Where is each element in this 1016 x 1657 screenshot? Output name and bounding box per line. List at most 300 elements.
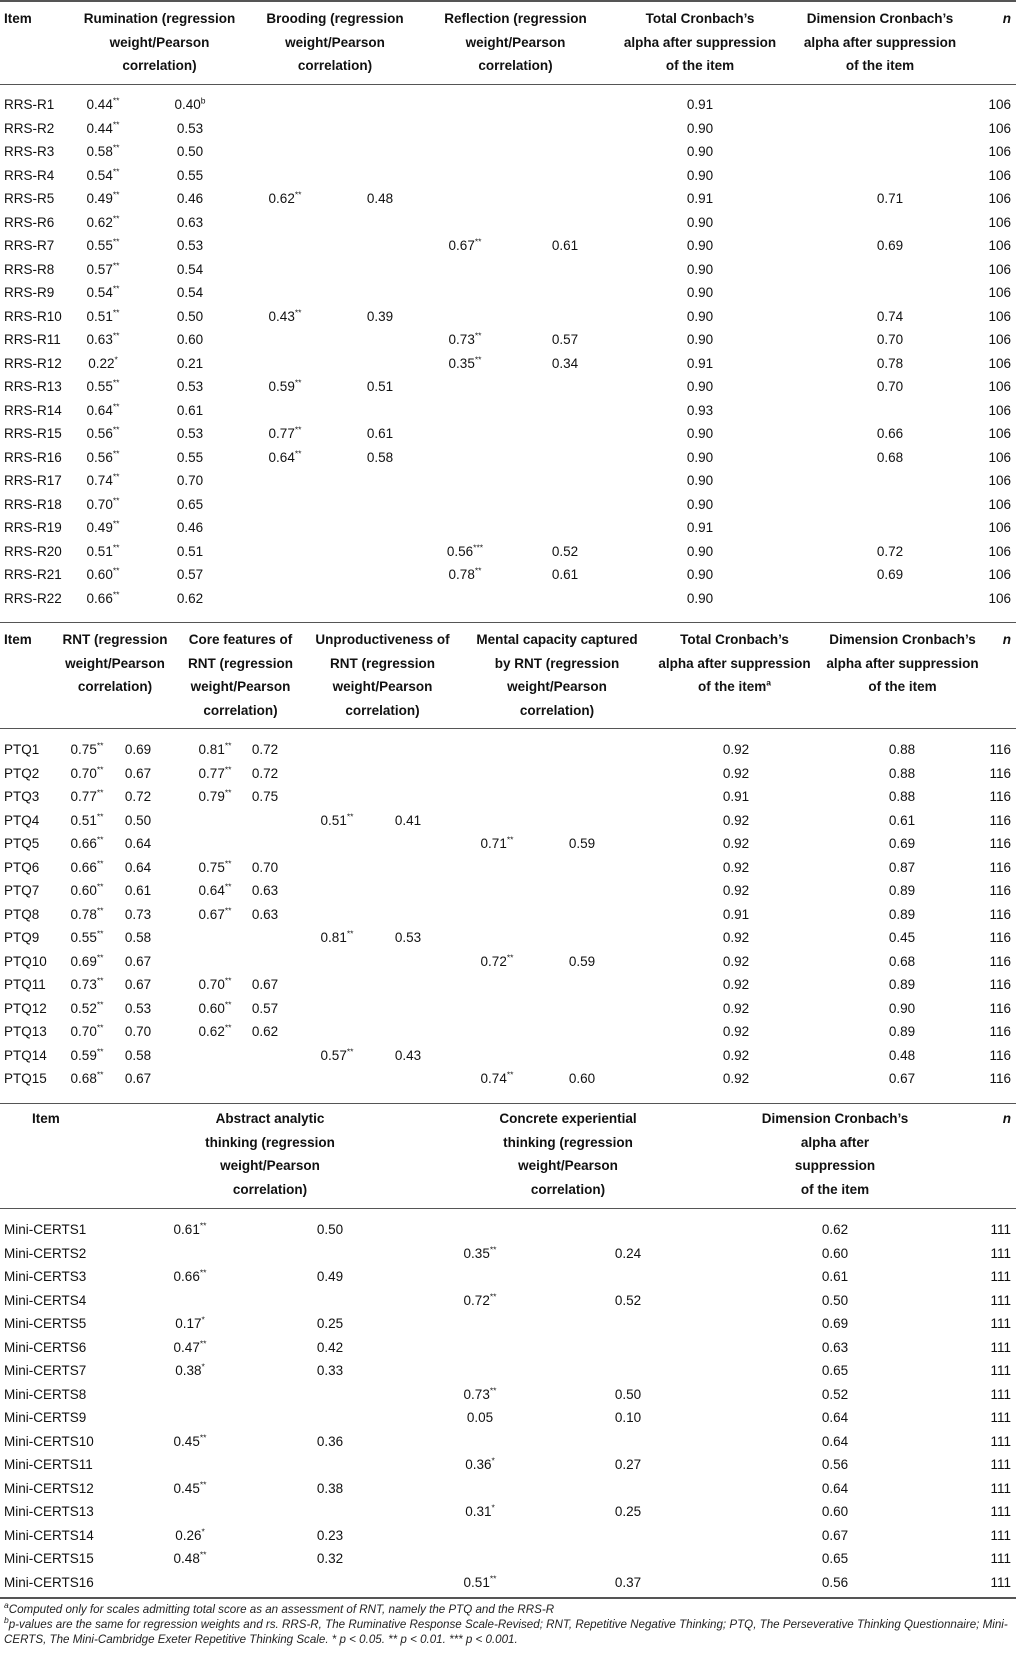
- unproductiveness-weight: [302, 813, 372, 829]
- rumination-weight: [68, 97, 138, 113]
- table2-header-rnt-line: RNT (regression: [62, 632, 168, 647]
- concrete-r-value: 0.10: [614, 1410, 642, 1425]
- dimension-alpha-value: 0.71: [876, 191, 904, 206]
- table-row-item: PTQ6: [4, 859, 40, 875]
- rumination-r-value: 0.53: [176, 120, 204, 136]
- sample-n-value: 106: [988, 355, 1011, 371]
- significance-marker: **: [96, 1069, 104, 1080]
- total-alpha-value: 0.90: [686, 261, 714, 277]
- unproductiveness-r-value: 0.53: [394, 930, 422, 945]
- significance-marker: **: [489, 1385, 497, 1395]
- sample-n-value: 106: [988, 144, 1011, 159]
- significance-marker: **: [96, 811, 104, 821]
- table1-header-total-alpha-line: of the item: [665, 58, 735, 73]
- table1-header-item: [4, 7, 64, 31]
- significance-marker: **: [199, 1432, 207, 1442]
- table1-header-rumination-line: correlation): [122, 58, 197, 73]
- table-row-item: RRS-R13: [4, 379, 62, 394]
- rumination-weight: [68, 591, 138, 607]
- dimension-alpha-value: 0.64: [821, 1433, 849, 1449]
- sample-n: [960, 1001, 1011, 1017]
- significance-marker: **: [489, 1291, 497, 1301]
- sample-n-value: 111: [990, 1574, 1011, 1590]
- significance-marker: **: [224, 858, 232, 868]
- sample-n: [960, 1387, 1011, 1403]
- total-alpha-value: 0.90: [686, 379, 714, 394]
- total-alpha-value: 0.90: [686, 285, 714, 300]
- sample-n: [960, 332, 1011, 348]
- dimension-alpha-value: 0.78: [876, 355, 904, 371]
- sample-n: [960, 930, 1011, 946]
- mental-capacity-r-value: 0.59: [568, 953, 596, 969]
- sample-n-value: 106: [988, 238, 1011, 253]
- table-row-item: RRS-R22: [4, 590, 62, 606]
- total-alpha: [706, 907, 766, 923]
- significance-marker: **: [96, 881, 104, 892]
- dimension-alpha-value: 0.48: [888, 1047, 916, 1063]
- dimension-alpha-value: 0.56: [821, 1457, 849, 1472]
- significance-marker: **: [474, 354, 482, 364]
- sample-n: [960, 262, 1011, 278]
- sample-n: [960, 954, 1011, 970]
- table3-header-abstract-line: thinking (regression: [205, 1134, 335, 1150]
- dimension-alpha: [860, 191, 920, 207]
- significance-marker: **: [224, 975, 232, 986]
- rumination-r-value: 0.50: [176, 144, 204, 159]
- core-r: [235, 1024, 295, 1040]
- rnt-r: [108, 789, 168, 805]
- table1-header-item-line: Item: [4, 11, 32, 26]
- core-r-value: 0.75: [251, 789, 279, 804]
- concrete-r: [598, 1410, 658, 1426]
- sample-n-value: 116: [989, 906, 1011, 922]
- sample-n: [960, 144, 1011, 160]
- table-row-item: PTQ3: [4, 789, 40, 804]
- sample-n-value: 106: [988, 261, 1011, 277]
- sample-n: [960, 238, 1011, 254]
- total-alpha: [670, 403, 730, 419]
- footnote-marker: a: [766, 677, 771, 688]
- rumination-weight-value: 0.63: [86, 332, 113, 347]
- significance-marker: **: [112, 424, 120, 435]
- sample-n-value: 111: [990, 1292, 1011, 1308]
- significance-marker: **: [96, 999, 104, 1009]
- rumination-r: [160, 544, 220, 560]
- rumination-weight-value: 0.58: [86, 144, 113, 159]
- rnt-weight-value: 0.70: [70, 1024, 97, 1039]
- core-r-value: 0.70: [251, 859, 279, 875]
- sample-n: [960, 766, 1011, 782]
- rnt-r-value: 0.64: [124, 859, 152, 875]
- table2-header-rnt: [55, 628, 175, 699]
- sample-n-value: 111: [990, 1410, 1011, 1425]
- rumination-weight: [68, 285, 138, 301]
- dimension-alpha-value: 0.69: [876, 567, 904, 582]
- concrete-weight: [440, 1457, 520, 1473]
- concrete-r: [598, 1575, 658, 1591]
- footnote-marker: b: [4, 1615, 9, 1626]
- table-row-item: PTQ9: [4, 930, 40, 945]
- rumination-weight-value: 0.56: [86, 449, 113, 465]
- table-row-item: Mini-CERTS13: [4, 1504, 94, 1519]
- abstract-weight: [150, 1481, 230, 1497]
- rumination-weight: [68, 238, 138, 254]
- table3-header-rule: [0, 1208, 1016, 1209]
- unproductiveness-r: [378, 813, 438, 829]
- dimension-alpha: [860, 332, 920, 348]
- total-alpha: [670, 215, 730, 231]
- rnt-r-value: 0.67: [124, 765, 152, 781]
- sample-n: [960, 1363, 1011, 1379]
- concrete-weight: [440, 1387, 520, 1403]
- abstract-r-value: 0.50: [316, 1222, 344, 1237]
- reflection-r-value: 0.61: [551, 238, 579, 253]
- table2-header-unproductiveness-line: Unproductiveness of: [315, 632, 450, 647]
- total-alpha-value: 0.91: [686, 191, 714, 206]
- total-alpha: [670, 426, 730, 442]
- brooding-r-value: 0.48: [366, 191, 394, 206]
- table1-header-brooding-line: Brooding (regression: [266, 11, 404, 26]
- total-alpha: [706, 836, 766, 852]
- dimension-alpha: [860, 426, 920, 442]
- sample-n-value: 116: [989, 883, 1011, 898]
- sample-n-value: 111: [990, 1551, 1011, 1566]
- rumination-weight-value: 0.44: [86, 97, 113, 112]
- table-row-item: RRS-R21: [4, 567, 62, 582]
- significance-marker: *: [201, 1526, 205, 1536]
- unproductiveness-weight-value: 0.81: [320, 930, 347, 945]
- rumination-weight: [68, 497, 138, 513]
- dimension-alpha: [860, 356, 920, 372]
- core-r-value: 0.62: [251, 1024, 279, 1039]
- core-r: [235, 1001, 295, 1017]
- table2-header-dimension-alpha-line: alpha after suppression: [826, 655, 979, 671]
- concrete-r-value: 0.50: [614, 1386, 642, 1402]
- rumination-weight-value: 0.54: [86, 167, 113, 183]
- rumination-r-value: 0.21: [176, 355, 204, 371]
- table1-bottom-rule: [0, 622, 1016, 623]
- table2-header-total-alpha: [652, 628, 817, 699]
- rnt-r-value: 0.70: [124, 1024, 152, 1039]
- table-row-item: RRS-R20: [4, 543, 62, 559]
- rumination-weight-value: 0.55: [86, 379, 113, 394]
- sample-n: [960, 1222, 1011, 1238]
- table2-header-rnt-line: weight/Pearson: [65, 655, 165, 671]
- total-alpha-value: 0.90: [686, 167, 714, 183]
- total-alpha-value: 0.90: [686, 567, 714, 582]
- total-alpha-value: 0.93: [686, 402, 714, 418]
- significance-marker: **: [112, 377, 120, 388]
- brooding-r-value: 0.61: [366, 426, 394, 441]
- total-alpha-value: 0.92: [722, 1024, 750, 1039]
- unproductiveness-weight-value: 0.57: [320, 1047, 347, 1063]
- sample-n: [960, 591, 1011, 607]
- table2-header-unproductiveness-line: correlation): [345, 702, 420, 718]
- table-row-item: Mini-CERTS12: [4, 1480, 94, 1496]
- rumination-r-value: 0.55: [176, 449, 204, 465]
- concrete-weight-value: 0.35: [463, 1245, 490, 1261]
- significance-marker: **: [506, 1069, 514, 1080]
- rnt-r-value: 0.58: [124, 1047, 152, 1063]
- dimension-alpha: [805, 1387, 865, 1403]
- rnt-weight-value: 0.70: [70, 765, 97, 781]
- sample-n-value: 116: [989, 765, 1011, 781]
- reflection-weight-value: 0.78: [448, 567, 475, 582]
- rumination-weight-value: 0.60: [86, 567, 113, 582]
- table2-header-item-line: Item: [4, 632, 32, 647]
- rumination-r-value: 0.53: [176, 379, 204, 394]
- significance-marker: **: [294, 448, 302, 458]
- total-alpha: [670, 238, 730, 254]
- table3-header-abstract: [190, 1107, 350, 1201]
- table-row-item: RRS-R3: [4, 144, 55, 159]
- sample-n: [960, 121, 1011, 137]
- core-r-value: 0.72: [251, 742, 279, 757]
- significance-marker: **: [294, 307, 302, 317]
- total-alpha-value: 0.90: [686, 144, 714, 159]
- rumination-weight: [68, 403, 138, 419]
- rnt-weight-value: 0.60: [70, 883, 97, 898]
- rnt-r: [108, 907, 168, 923]
- sample-n-value: 111: [990, 1363, 1011, 1378]
- rumination-weight-value: 0.49: [86, 191, 113, 206]
- table1-header-reflection-line: weight/Pearson: [465, 34, 566, 50]
- table-row-item: Mini-CERTS9: [4, 1410, 87, 1425]
- rnt-weight-value: 0.55: [70, 930, 97, 945]
- table-row-item: Mini-CERTS8: [4, 1386, 87, 1402]
- unproductiveness-r: [378, 930, 438, 946]
- brooding-r: [350, 379, 410, 395]
- significance-marker: **: [112, 495, 120, 505]
- abstract-weight: [150, 1222, 230, 1238]
- significance-marker: **: [112, 565, 120, 576]
- sample-n-value: 111: [990, 1386, 1011, 1402]
- table1-header-rumination-line: weight/Pearson: [109, 34, 210, 50]
- sample-n: [960, 1071, 1011, 1087]
- sample-n-value: 106: [988, 567, 1011, 582]
- rnt-r: [108, 1001, 168, 1017]
- header-text: of the item: [698, 679, 767, 694]
- sample-n: [960, 356, 1011, 372]
- footnote: [4, 1600, 1009, 1618]
- abstract-weight-value: 0.61: [173, 1222, 200, 1237]
- sample-n: [960, 544, 1011, 560]
- brooding-r: [350, 450, 410, 466]
- total-alpha-value: 0.90: [686, 214, 714, 230]
- sample-n-value: 116: [989, 953, 1011, 969]
- table-row-item: RRS-R6: [4, 214, 55, 230]
- sample-n-value: 116: [989, 1000, 1011, 1016]
- rumination-r: [160, 450, 220, 466]
- unproductiveness-weight-value: 0.51: [320, 812, 347, 828]
- total-alpha-value: 0.90: [686, 543, 714, 559]
- abstract-r: [300, 1481, 360, 1497]
- mental-capacity-weight: [462, 954, 532, 970]
- total-alpha: [670, 544, 730, 560]
- dimension-alpha-value: 0.56: [821, 1574, 849, 1590]
- dimension-alpha: [805, 1457, 865, 1473]
- rnt-r: [108, 860, 168, 876]
- table-row-item: Mini-CERTS7: [4, 1363, 87, 1378]
- table1-header-brooding-line: correlation): [297, 58, 373, 73]
- significance-marker: **: [224, 740, 232, 751]
- sample-n-value: 106: [988, 120, 1011, 136]
- significance-marker: **: [199, 1267, 207, 1278]
- dimension-alpha: [872, 907, 932, 923]
- rumination-weight-value: 0.49: [86, 520, 113, 535]
- brooding-weight: [250, 426, 320, 442]
- significance-marker: *: [201, 1314, 205, 1325]
- dimension-alpha: [860, 567, 920, 583]
- brooding-weight-value: 0.43: [268, 308, 295, 324]
- rumination-weight: [68, 191, 138, 207]
- table2-header-core-features: [178, 628, 303, 722]
- rumination-r-value: 0.63: [176, 214, 204, 230]
- dimension-alpha: [860, 238, 920, 254]
- significance-marker: **: [489, 1244, 497, 1254]
- abstract-weight-value: 0.47: [173, 1339, 200, 1355]
- total-alpha: [706, 789, 766, 805]
- rnt-r-value: 0.67: [124, 977, 152, 992]
- table2-header-core-features-line: RNT (regression: [187, 655, 294, 671]
- unproductiveness-r-value: 0.43: [394, 1047, 422, 1063]
- abstract-r: [300, 1316, 360, 1332]
- dimension-alpha-value: 0.89: [888, 906, 916, 922]
- reflection-weight: [430, 238, 500, 254]
- total-alpha-value: 0.90: [686, 238, 714, 253]
- total-alpha: [670, 97, 730, 113]
- abstract-weight: [150, 1340, 230, 1356]
- rnt-r: [108, 766, 168, 782]
- dimension-alpha-value: 0.45: [888, 930, 916, 945]
- rumination-weight-value: 0.54: [86, 285, 113, 300]
- total-alpha-value: 0.91: [686, 520, 714, 535]
- table1-header-dimension-alpha-line: alpha after suppression: [803, 34, 957, 50]
- significance-marker: **: [294, 377, 302, 388]
- dimension-alpha-value: 0.88: [888, 789, 916, 804]
- table1-header-reflection-line: Reflection (regression: [444, 11, 587, 26]
- sample-n: [960, 450, 1011, 466]
- brooding-weight: [250, 450, 320, 466]
- significance-marker: **: [506, 952, 514, 962]
- significance-marker: **: [96, 905, 104, 915]
- brooding-r: [350, 309, 410, 325]
- rnt-r: [108, 813, 168, 829]
- significance-marker: **: [112, 95, 120, 106]
- brooding-weight-value: 0.77: [268, 426, 295, 441]
- rnt-weight-value: 0.59: [70, 1047, 97, 1063]
- table2-header-total-alpha-line: Total Cronbach’s: [680, 632, 789, 647]
- significance-marker: **: [112, 260, 120, 270]
- reflection-weight-value: 0.35: [448, 355, 475, 371]
- sample-n-value: 111: [990, 1527, 1011, 1543]
- abstract-r-value: 0.33: [316, 1363, 344, 1378]
- rumination-r: [160, 403, 220, 419]
- mental-capacity-r: [552, 836, 612, 852]
- dimension-alpha: [805, 1434, 865, 1450]
- table-row-item: RRS-R7: [4, 238, 55, 253]
- abstract-r-value: 0.36: [316, 1433, 344, 1449]
- rumination-r: [160, 497, 220, 513]
- table-row-item: RRS-R1: [4, 97, 55, 112]
- significance-marker: **: [294, 424, 302, 435]
- dimension-alpha-value: 0.61: [821, 1269, 849, 1284]
- core-weight-value: 0.62: [198, 1024, 225, 1039]
- table-row-item: Mini-CERTS16: [4, 1574, 94, 1590]
- significance-marker: **: [96, 764, 104, 774]
- table3-header-dimension-alpha-line: suppression: [794, 1158, 876, 1173]
- rnt-r-value: 0.50: [124, 812, 152, 828]
- rumination-r: [160, 309, 220, 325]
- reflection-r-value: 0.61: [551, 567, 579, 582]
- dimension-alpha: [872, 860, 932, 876]
- concrete-weight: [440, 1504, 520, 1520]
- rumination-r: [160, 238, 220, 254]
- core-weight-value: 0.67: [198, 906, 225, 922]
- dimension-alpha-value: 0.70: [876, 379, 904, 394]
- total-alpha: [670, 520, 730, 536]
- rumination-r: [160, 262, 220, 278]
- rnt-weight-value: 0.68: [70, 1071, 97, 1086]
- table-row-item: PTQ8: [4, 906, 40, 922]
- table2-header-dimension-alpha-line: of the item: [868, 679, 937, 694]
- table-row-item: Mini-CERTS3: [4, 1269, 87, 1284]
- total-alpha: [706, 1048, 766, 1064]
- table-row-item: RRS-R10: [4, 308, 62, 324]
- rumination-r: [160, 121, 220, 137]
- sample-n-value: 106: [988, 449, 1011, 465]
- concrete-weight-value: 0.36: [465, 1457, 492, 1472]
- table-row-item: Mini-CERTS5: [4, 1316, 87, 1331]
- table1-header-dimension-alpha-line: of the item: [845, 58, 915, 73]
- rnt-r: [108, 930, 168, 946]
- rnt-r: [108, 836, 168, 852]
- table2-header-unproductiveness-line: RNT (regression: [329, 655, 436, 671]
- reflection-r: [535, 544, 595, 560]
- sample-n-value: 106: [988, 379, 1011, 394]
- rumination-weight-value: 0.66: [86, 590, 113, 606]
- significance-marker: **: [199, 1479, 207, 1489]
- sample-n-value: 116: [989, 977, 1011, 992]
- sample-n: [960, 168, 1011, 184]
- abstract-r-value: 0.25: [316, 1316, 344, 1331]
- abstract-r: [300, 1434, 360, 1450]
- rumination-r-value: 0.54: [176, 285, 204, 300]
- table-row-item: Mini-CERTS14: [4, 1527, 94, 1543]
- sample-n: [960, 567, 1011, 583]
- significance-marker: *: [491, 1455, 495, 1466]
- dimension-alpha-value: 0.66: [876, 426, 904, 441]
- dimension-alpha: [805, 1528, 865, 1544]
- dimension-alpha: [805, 1293, 865, 1309]
- core-r-value: 0.67: [251, 977, 279, 992]
- significance-marker: **: [294, 189, 302, 200]
- total-alpha: [706, 977, 766, 993]
- dimension-alpha: [860, 309, 920, 325]
- dimension-alpha-value: 0.90: [888, 1000, 916, 1016]
- dimension-alpha: [872, 1001, 932, 1017]
- rumination-weight-value: 0.57: [86, 261, 113, 277]
- reflection-weight-value: 0.56: [446, 543, 474, 559]
- footnote-text: p-values are the same for regression weights and rs. RRS-R, The Ruminative Response Scale-Revised; RNT, Repetitive Negative Thinking; PTQ, The Perseverative Thinking Questionnaire; Mini-CERTS, The Mini-Cambridge Exeter Repetitive Thinking Scale. * p < 0.05. ** p < 0.01. *** p < 0.001.: [4, 1618, 1008, 1646]
- significance-marker: **: [489, 1573, 497, 1583]
- total-alpha: [670, 591, 730, 607]
- footnote: [4, 1615, 1009, 1647]
- table3-header-item: [32, 1107, 92, 1131]
- concrete-weight-value: 0.73: [463, 1386, 490, 1402]
- concrete-r: [598, 1246, 658, 1262]
- significance-marker: **: [96, 1046, 104, 1056]
